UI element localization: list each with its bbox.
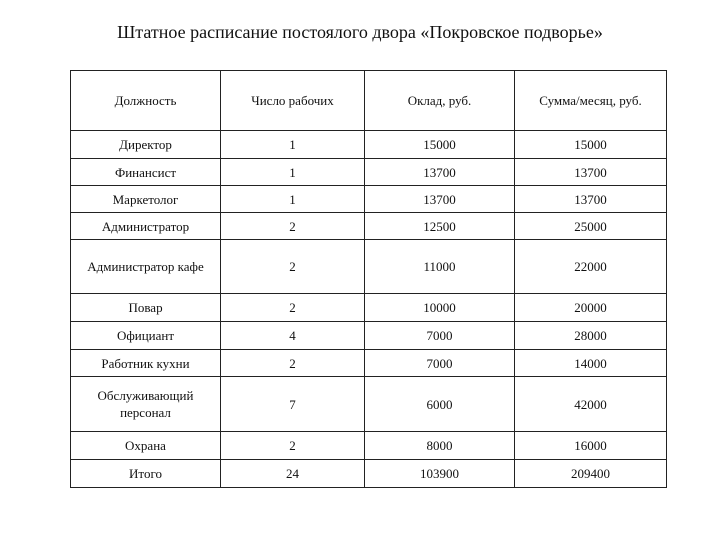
cell-position: Директор [71, 131, 221, 159]
cell-salary: 12500 [365, 213, 515, 240]
cell-salary: 13700 [365, 186, 515, 213]
cell-position: Официант [71, 322, 221, 350]
cell-sum: 25000 [515, 213, 667, 240]
document-title: Штатное расписание постоялого двора «Покровское подворье» [117, 22, 603, 42]
cell-sum: 42000 [515, 377, 667, 432]
table-row [71, 322, 667, 350]
table-row [71, 131, 667, 159]
total-label: Итого [71, 460, 221, 488]
cell-salary: 7000 [365, 322, 515, 350]
header-monthly-sum: Сумма/месяц, руб. [515, 71, 667, 131]
table-row [71, 159, 667, 186]
cell-count: 1 [221, 186, 365, 213]
cell-count: 7 [221, 377, 365, 432]
cell-position: Маркетолог [71, 186, 221, 213]
cell-salary: 6000 [365, 377, 515, 432]
cell-sum: 22000 [515, 240, 667, 294]
header-position: Должность [71, 71, 221, 131]
cell-count: 2 [221, 294, 365, 322]
cell-position: Повар [71, 294, 221, 322]
table-row [71, 213, 667, 240]
total-sum: 209400 [515, 460, 667, 488]
total-salary: 103900 [365, 460, 515, 488]
cell-position: Администратор кафе [71, 240, 221, 294]
cell-count: 1 [221, 159, 365, 186]
cell-salary: 7000 [365, 350, 515, 377]
cell-sum: 13700 [515, 186, 667, 213]
table-row [71, 350, 667, 377]
table-row [71, 240, 667, 294]
cell-count: 1 [221, 131, 365, 159]
cell-sum: 13700 [515, 159, 667, 186]
cell-position: Администратор [71, 213, 221, 240]
header-worker-count: Число рабочих [221, 71, 365, 131]
table-header-row [71, 71, 667, 131]
cell-position: Финансист [71, 159, 221, 186]
total-count: 24 [221, 460, 365, 488]
cell-count: 2 [221, 213, 365, 240]
cell-salary: 10000 [365, 294, 515, 322]
staff-schedule-table [70, 70, 667, 488]
cell-count: 2 [221, 350, 365, 377]
cell-sum: 20000 [515, 294, 667, 322]
cell-sum: 28000 [515, 322, 667, 350]
cell-count: 2 [221, 432, 365, 460]
cell-salary: 13700 [365, 159, 515, 186]
cell-salary: 15000 [365, 131, 515, 159]
table-row [71, 377, 667, 432]
cell-sum: 16000 [515, 432, 667, 460]
cell-sum: 14000 [515, 350, 667, 377]
table-row [71, 432, 667, 460]
cell-count: 2 [221, 240, 365, 294]
cell-position: Охрана [71, 432, 221, 460]
cell-salary: 8000 [365, 432, 515, 460]
cell-salary: 11000 [365, 240, 515, 294]
table-row [71, 294, 667, 322]
table-row [71, 186, 667, 213]
cell-sum: 15000 [515, 131, 667, 159]
cell-position: Обслуживающий персонал [71, 377, 221, 432]
cell-count: 4 [221, 322, 365, 350]
header-salary: Оклад, руб. [365, 71, 515, 131]
cell-position: Работник кухни [71, 350, 221, 377]
total-row [71, 460, 667, 488]
